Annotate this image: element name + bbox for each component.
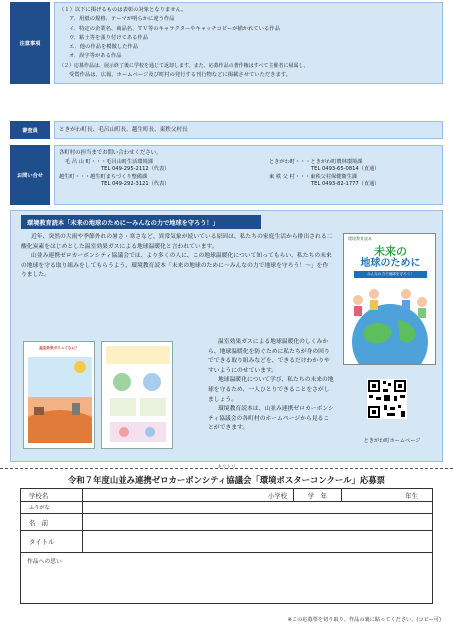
form-note: ※この応募票を切り取り、作品の裏に貼ってください。(コピー可) [287,617,441,623]
earth-illustration [344,280,436,365]
feature-paragraph: 地球温暖化について学び、私たちの未来の地球を守るため、一人ひとりできることをさがしましょう。 [208,377,334,403]
feature-section [10,210,443,462]
school-field[interactable] [83,489,432,501]
booklet-page-thumbnail [101,341,173,449]
feature-paragraph: 温室効果ガスによる地球温暖化のしくみから、地球温暖化を防ぐために私たちが身の回りでできる取り組みなどを、できるだけわかりやすいようにのせています。 [208,339,330,374]
booklet-cover [343,233,436,365]
qr-code-icon [367,379,407,419]
notes-label: 注意事項 [10,2,50,84]
notes-content [54,2,443,84]
contact-row [59,181,438,189]
form-row-name [21,514,432,531]
grade-field[interactable] [342,489,432,501]
furigana-label: ふりがな [21,502,83,513]
judges-text: ときがわ町長、毛呂山町長、越生町長、東秩父村長 [59,127,188,133]
judges-content [54,121,443,139]
book-title-line: 地球のために [360,258,421,269]
furigana-field[interactable] [83,502,432,513]
judges-label: 審査員 [10,121,50,139]
thumb-illustration [102,342,173,449]
contact-dept: ときがわ町・・・ときがわ町農林環境課 [269,158,363,165]
contact-tel: TEL 0493-65-0814（直通） [311,166,380,173]
contact-content [54,145,443,205]
contact-intro: 各町村の担当までお問い合わせください。 [59,150,162,156]
form-row-school [21,489,432,502]
feature-title: 環境教育読本「未来の地球のために〜みんなの力で地球を守ろう！」 [21,215,261,229]
judges-section [10,121,443,139]
contact-dept: 東 秩 父 村・・・東秩父村保健衛生課 [269,173,357,180]
name-field[interactable] [83,514,432,530]
entry-form [20,488,433,604]
contact-label: お問い合せ [10,145,50,205]
school-label: 学校名 [21,489,83,501]
notes-line: （２）応募作品は、展示終了後に学校を通じて返却します。また、応募作品の著作権はすべて主催者に帰属し、 [59,62,309,69]
contact-tel: TEL 049-292-3121（代表） [101,181,170,188]
feature-paragraph: 環境教育読本は、山並み連携ゼロカーボンシティ協議会の各町村のホームページから見ることができます。 [208,406,334,432]
contact-row [59,166,438,174]
title-label: タイトル [21,531,83,552]
notes-line: ウ．粘土等を張り付けてある作品 [69,34,149,41]
notes-line: エ．他の作品を模倣した作品 [69,44,139,51]
notes-line: オ．誤字等がある作品 [69,53,122,60]
contact-dept: 越生町・・・越生町まちづくり整備課 [59,173,148,180]
notes-line: （１）以下に掲げるものは表彰の対象となりません。 [59,7,187,13]
cut-line [0,468,453,469]
thoughts-field[interactable] [21,565,432,603]
cut-label: キリトリ [217,465,236,470]
feature-text [21,233,333,281]
book-top-label: 環境教育読本 [348,236,372,241]
feature-paragraph: 近年、突然の大雨や季節外れの暑さ・寒さなど、異常気象が続いている原因は、私たちの家庭生活から排出される二酸化炭素をはじめとした温室効果ガスによる地球温暖化と言われています。 [21,234,333,250]
form-row-furigana [21,502,432,514]
thumb-title: 温室効果ガスってなに？ [39,346,79,350]
contact-dept: 毛 呂 山 町・・・毛呂山町生活環境課 [65,158,153,165]
feature-paragraph: 山並み連携ゼロカーボンシティ協議会では、より多くの人に、この地球温暖化について知ってもらい、私たちの未来の地球を守る取り組みをしてもらうよう、環境教育読本「未来の地球のために〜みんなの力で地球を守ろう！〜」を作りました。 [21,253,332,279]
notes-line: 受賞作品は、広報、ホームページ及び町村の発行する刊行物などに掲載させていただきます。 [69,72,291,79]
qr-code[interactable] [367,379,407,419]
grade-label-cell [294,489,342,501]
booklet-page-thumbnail [23,341,95,449]
feature-right-text [208,338,334,434]
notes-section [10,2,443,84]
book-title-line: 未来の [374,245,407,258]
contact-grid [59,150,438,189]
name-label: 名 前 [21,514,83,530]
notes-line: イ．特定の企業名、商品名、ＴＶ等のキャラクターやキャッチコピーが描かれている作品 [69,25,280,32]
form-title: 令和７年度山並み連携ゼロカーボンシティ協議会「環境ポスターコンクール」応募票 [67,475,386,485]
qr-caption: ときがわ町ホームページ [363,438,421,444]
contact-section [10,145,443,205]
form-row-thoughts [21,553,432,603]
grade-label: 学 年 [307,491,328,500]
notes-line: ア．用紙の規格、テーマが明らかに違う作品 [69,16,175,23]
title-field[interactable] [83,531,432,552]
school-suffix: 小学校 [267,491,287,500]
book-title [348,246,433,270]
contact-tel: TEL 049-295-2112（代表） [101,166,170,173]
grade-suffix: 年生 [405,491,418,500]
form-row-title [21,531,432,553]
book-subtitle: みんなの力で地球を守ろう！ [354,271,427,278]
thoughts-label: 作品への思い [27,559,62,565]
school-value-cell[interactable] [83,489,294,501]
contact-tel: TEL 0493-82-1777（直通） [311,181,380,188]
thumb-illustration [24,351,95,449]
